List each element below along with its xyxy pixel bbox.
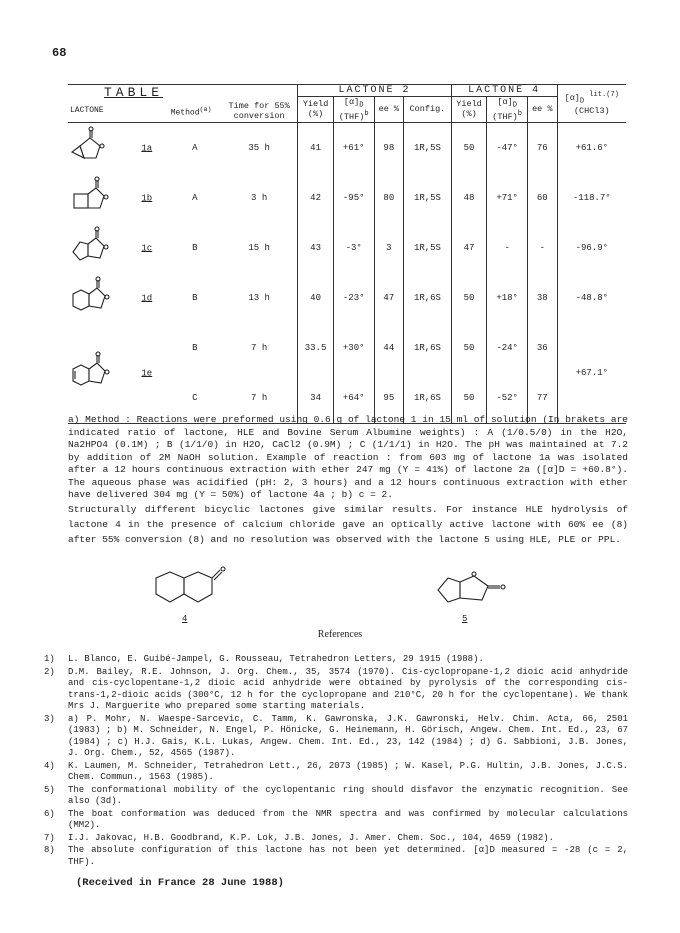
- reference-number: 1): [44, 654, 55, 664]
- structure-1b: [68, 173, 169, 223]
- cell-config2: 1R,5S: [404, 223, 452, 273]
- cyclohexene-lactone-icon: [70, 351, 136, 395]
- structure-label-4: 4: [182, 614, 188, 624]
- col-header-yield2: [298, 97, 334, 123]
- cell-config2: 1R,6S: [404, 323, 452, 373]
- reference-number: 4): [44, 760, 55, 771]
- reference-text: The conformational mobility of the cyclopentanic ring should disfavor the enzymatic recognition. See also (3d).: [68, 784, 628, 806]
- alpha2-h2: (THF): [338, 111, 365, 122]
- col-header-lactone: LACTONE: [70, 106, 104, 116]
- cell-ee2: 3: [374, 223, 404, 273]
- reference-number: 3): [44, 713, 55, 724]
- reference-number: 5): [44, 784, 55, 795]
- cell-time: 7 h: [251, 342, 268, 353]
- table-row: [68, 173, 626, 223]
- reference-text: D.M. Bailey, R.E. Johnson, J. Org. Chem., 35, 3574 (1970). Cis-cyclopropane-1,2 dioic acid anhydride and cis-cyclopentane-1,2 dioic acid anhydride were obtained by pyrolysis of the corresponding cis-trans-1,2-dioic acids (300°C, 12 h for the cyclopropane and 210°C, 20 h for the cyclopentane). We thank Mrs J. Marguerite who prepared some starting materials.: [68, 666, 628, 711]
- alpha2-h1: [α]: [343, 97, 360, 107]
- yield4-h1: Yield: [456, 99, 482, 110]
- cell-config2: 1R,5S: [404, 173, 452, 223]
- reference-text: a) P. Mohr, N. Waespe-Sarcevic, C. Tamm, K. Gawronska, J.K. Gawronski, Helv. Chim. Acta, 66, 2501 (1983) ; b) M. Schneider, N. Engel, P. Hönicke, G. Heinemann, H. Görisch, Angew. Chem. Int. Ed., 23, 67 (1984) ; c) H.J. Gais, K.L. Lukas, Angew. Chem. Int. Ed., 23, 142 (1984) ; d) G. Sabbioni, J.B. Jones, J. Org. Chem., 52, 4565 (1987).: [68, 713, 628, 758]
- reference-item: [44, 785, 628, 808]
- cell-method: A: [192, 142, 198, 153]
- cell-alpha4: +71°: [487, 173, 528, 223]
- method-sup: (a): [199, 104, 212, 113]
- cell-alpha4: -24°: [487, 323, 528, 373]
- cell-alpha2: +30°: [333, 323, 374, 373]
- reference-item: [44, 809, 628, 832]
- cell-ee4: 36: [527, 323, 557, 373]
- col-header-alpha4: [487, 97, 528, 123]
- lit-alpha: [α]: [564, 92, 580, 103]
- cell-ee2: 44: [374, 323, 404, 373]
- cell-config2: 1R,6S: [404, 373, 452, 424]
- cell-time: 7 h: [251, 392, 268, 403]
- col-header-method: [169, 100, 221, 122]
- cell-lit: +67.1°: [557, 323, 626, 424]
- cell-yield4: 50: [451, 373, 487, 424]
- reference-item: [44, 667, 628, 713]
- results-table: [68, 84, 626, 424]
- structure-1c: [68, 223, 169, 273]
- structure-label-5: 5: [462, 614, 468, 624]
- reference-number: 2): [44, 666, 55, 677]
- cell-yield2: 40: [298, 273, 334, 323]
- page-number: 68: [52, 46, 67, 60]
- reference-item: [44, 714, 628, 760]
- cell-method: B: [192, 342, 198, 353]
- cell-yield4: 47: [451, 223, 487, 273]
- cell-method: A: [192, 192, 198, 203]
- cell-method: C: [192, 392, 198, 403]
- alpha2-sub: D: [359, 101, 364, 110]
- received-date: (Received in France 28 June 1988): [76, 877, 284, 889]
- cell-ee2: 98: [374, 122, 404, 173]
- references-heading: References: [317, 629, 363, 640]
- cyclohexane-lactone-icon: [70, 276, 136, 320]
- col-header-lit: [557, 85, 626, 123]
- cell-alpha2: -23°: [333, 273, 374, 323]
- cell-yield2: 43: [298, 223, 334, 273]
- alpha4-h1: [α]: [497, 97, 513, 107]
- table-row: [68, 273, 626, 323]
- cell-time: 35 h: [248, 142, 270, 153]
- cell-lit: +61.6°: [557, 122, 626, 173]
- body-paragraph: Structurally different bicyclic lactones give similar results. For instance HLE hydrolysis of lactone 4 in the presence of calcium chloride gave an optically active lactone with 60% ee (8) after 55% conversion (8) and no resolution was observed with the lactone 5 using HLE, PLE or PPL.: [68, 504, 628, 545]
- cell-method: B: [192, 242, 198, 253]
- reference-text: K. Laumen, M. Schneider, Tetrahedron Lett., 26, 2073 (1985) ; W. Kasel, P.G. Hultin, J.B. Jones, J.C.S. Chem. Commun., 1563 (1985).: [68, 760, 628, 782]
- structure-1e: [68, 323, 169, 424]
- cell-ee4: 77: [527, 373, 557, 424]
- cell-alpha4: -47°: [487, 122, 528, 173]
- cell-alpha2: +64°: [333, 373, 374, 424]
- cell-ee4: 76: [527, 122, 557, 173]
- table-footnote: a) Method : Reactions were preformed using 0.6 g of lactone 1 in 15 ml of solution (In brakets are indicated ratio of lactone, HLE and Bovine Serum Albumine weights) : A (1/0.5/0) in the H2O, Na2HPO4 (0.1M) ; B (1/1/0) in H2O, CaCl2 (0.9M) ; C (1/1/1) in H2O. The pH was maintained at 7.2 by addition of 2M NaOH solution. Example of reaction : from 603 mg of lactone 1a was isolated after a 12 hours continuous extraction with ether 247 mg (Y = 41%) of lactone 2a ([α]D = +60.8°). The aqueous phase was acidified (pH: 2, 3 hours) and a 12 hours continuous extraction with ether have delivered 304 mg (Y = 50%) of lactone 4a ; b) c = 2.: [68, 414, 628, 500]
- yield2-h1: Yield: [302, 99, 329, 110]
- reference-text: L. Blanco, E. Guibé-Jampel, G. Rousseau, Tetrahedron Letters, 29 1915 (1988).: [68, 654, 484, 664]
- cyclopropane-lactone-icon: [70, 126, 136, 170]
- method-h: Method: [170, 108, 200, 118]
- lit-sup: lit.(7): [589, 91, 620, 99]
- label-1e: 1e: [141, 367, 153, 378]
- cell-time: 13 h: [248, 292, 270, 303]
- cell-lit: -96.9°: [557, 223, 626, 273]
- lit-solvent: (CHCl3): [573, 105, 610, 116]
- structure-5-icon: [430, 570, 540, 610]
- time-h2: conversion: [233, 110, 285, 121]
- alpha4-b: b: [517, 109, 523, 118]
- structure-4-icon: [150, 564, 240, 610]
- reference-item: [44, 654, 628, 666]
- cell-alpha4: +18°: [487, 273, 528, 323]
- cell-ee4: 38: [527, 273, 557, 323]
- alpha4-sub: D: [512, 101, 517, 110]
- yield4-h2: (%): [461, 109, 477, 120]
- col-header-ee2: ee %: [374, 97, 404, 123]
- cell-ee2: 95: [374, 373, 404, 424]
- cell-method: B: [192, 292, 198, 303]
- reference-text: The boat conformation was deduced from the NMR spectra and was confirmed by molecular calculations (MM2).: [68, 808, 628, 830]
- reference-text: I.J. Jakovac, H.B. Goodbrand, K.P. Lok, J.B. Jones, J. Amer. Chem. Soc., 104, 4659 (1982).: [68, 832, 555, 843]
- yield2-h2: (%): [307, 109, 324, 120]
- cell-yield2: 34: [298, 373, 334, 424]
- label-1b: 1b: [141, 192, 153, 203]
- cell-config2: 1R,6S: [404, 273, 452, 323]
- cell-alpha4: -: [487, 223, 528, 273]
- table-title: TABLE: [104, 85, 164, 101]
- references-list: [44, 654, 628, 869]
- cell-ee4: 60: [527, 173, 557, 223]
- cell-lit: -48.8°: [557, 273, 626, 323]
- col-header-ee4: ee %: [527, 97, 557, 123]
- cell-alpha2: -95°: [333, 173, 374, 223]
- cell-yield2: 42: [298, 173, 334, 223]
- cell-yield2: 41: [298, 122, 334, 173]
- reference-number: 8): [44, 845, 55, 855]
- cell-ee2: 80: [374, 173, 404, 223]
- reference-item: [44, 845, 628, 868]
- alpha4-h2: (THF): [492, 111, 518, 122]
- cell-yield2: 33.5: [298, 323, 334, 373]
- cell-time: 15 h: [248, 242, 270, 253]
- cell-yield4: 50: [451, 323, 487, 373]
- label-1a: 1a: [141, 142, 153, 153]
- cell-yield4: 50: [451, 273, 487, 323]
- col-header-alpha2: [333, 97, 374, 123]
- cell-alpha2: +61°: [333, 122, 374, 173]
- table-row: [68, 223, 626, 273]
- cell-ee4: -: [527, 223, 557, 273]
- col-header-yield4: [451, 97, 487, 123]
- lit-sub: D: [579, 97, 585, 106]
- label-1c: 1c: [141, 242, 153, 253]
- col-header-time: [221, 100, 298, 122]
- cell-yield4: 48: [451, 173, 487, 223]
- table-row: [68, 323, 626, 373]
- structure-1d: [68, 273, 169, 323]
- cell-config2: 1R,5S: [404, 122, 452, 173]
- cell-time: 3 h: [251, 192, 268, 203]
- reference-item: [44, 761, 628, 784]
- cell-yield4: 50: [451, 122, 487, 173]
- cell-lit: -118.7°: [557, 173, 626, 223]
- cell-ee2: 47: [374, 273, 404, 323]
- cyclopentane-lactone-icon: [70, 226, 136, 270]
- cell-alpha4: -52°: [487, 373, 528, 424]
- alpha2-b: b: [364, 109, 369, 118]
- reference-text: The absolute configuration of this lactone has not been yet determined. [α]D measured = -28 (c = 2, THF).: [68, 845, 628, 867]
- structure-1a: [68, 122, 169, 173]
- label-1d: 1d: [141, 292, 153, 303]
- col-header-config: Config.: [404, 97, 452, 123]
- group-header-lactone-2: LACTONE 2: [298, 85, 451, 97]
- reference-item: [44, 833, 628, 845]
- time-h1: Time for 55%: [228, 100, 290, 111]
- group-header-lactone-4: LACTONE 4: [451, 85, 557, 97]
- cell-alpha2: -3°: [333, 223, 374, 273]
- reference-number: 7): [44, 832, 55, 843]
- reference-number: 6): [44, 808, 55, 819]
- table-row: [68, 122, 626, 173]
- cyclobutane-lactone-icon: [70, 176, 136, 220]
